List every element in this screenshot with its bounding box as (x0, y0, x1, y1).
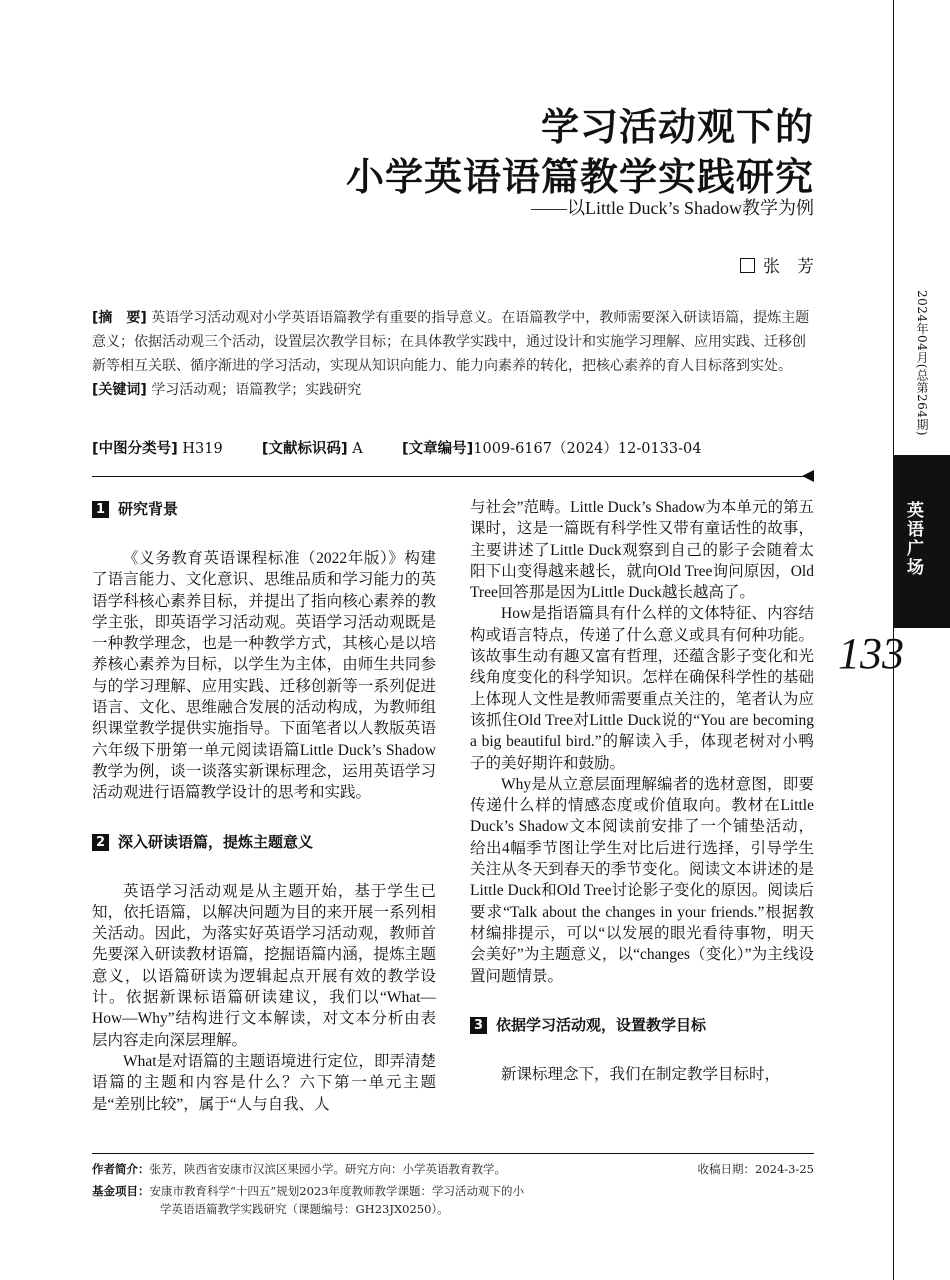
fund-label: 基金项目： (92, 1184, 150, 1198)
paragraph: 英语学习活动观是从主题开始，基于学生已知，依托语篇，以解决问题为目的来开展一系列相关活动。因此，为落实好英语学习活动观，教师首先要深入研读教材语篇，挖掘语篇内涵，提炼主题意义，以语篇研读为逻辑起点开展有效的教学设计。依据新课标语篇研读建议，我们以“What—How—Why”结构进行文本解读，对文本分析由表层内容走向深层理解。 (92, 882, 436, 1049)
author-name: 张 芳 (763, 257, 814, 277)
author-bio-text: 张芳，陕西省安康市汉滨区果园小学。研究方向：小学英语教育教学。 (149, 1162, 506, 1176)
author-box-icon (740, 258, 755, 273)
paragraph: 新课标理念下，我们在制定教学目标时， (501, 1065, 781, 1083)
classification-line (92, 437, 701, 458)
section-number-3: 3 (470, 1017, 487, 1034)
section-heading-1 (92, 497, 436, 521)
paragraph: How是指语篇具有什么样的文体特征、内容结构或语言特点，传递了什么意义或具有何种功能。该故事生动有趣又富有哲理，还蕴含影子变化和光线角度变化的科学知识。怎样在确保科学性的基础上体现人文性是教师需要重点关注的，笔者认为应该抓住Old Tree对Little Duck说的“You are becoming a big beautiful bird.”的解读入手，体现老树对小鸭子的美好期许和鼓励。 (470, 605, 814, 772)
fund-info (92, 1183, 524, 1199)
section-title-1: 研究背景 (118, 500, 179, 518)
received-date: 收稿日期：2024-3-25 (697, 1162, 814, 1176)
page-number: 133 (838, 629, 904, 678)
column-left (92, 497, 436, 1115)
author-bio-label: 作者简介： (92, 1162, 150, 1176)
header-rule (92, 476, 804, 477)
footer-rule (92, 1153, 814, 1154)
author-bio (92, 1161, 506, 1177)
paragraph: 《义务教育英语课程标准（2022年版）》构建了语言能力、文化意识、思维品质和学习能力的英语学科核心素养目标，并提出了指向核心素养的教学主张，即英语学习活动观。英语学习活动观既是一种教学理念，也是一种教学方式，其核心是以培养核心素养为目标，以学生为主体，由师生共同参与的学习理解、应用实践、迁移创新等一系列促进语言、文化、思维融合发展的活动构成，为教师组织课堂教学提供实施指导。下面笔者以人教版英语六年级下册第一单元阅读语篇Little Duck’s Shadow教学为例，谈一谈落实新课标理念，运用英语学习活动观进行语篇教学设计的思考和实践。 (92, 550, 436, 802)
section-number-2: 2 (92, 834, 109, 851)
keywords-label: [关键词] (92, 382, 147, 398)
abstract-text: 英语学习活动观对小学英语语篇教学有重要的指导意义。在语篇教学中，教师需要深入研读语篇，提炼主题意义；依据活动观三个活动，设置层次教学目标；在具体教学实践中，通过设计和实施学习理解、应用实践、迁移创新等相互关联、循序渐进的学习活动，实现从知识向能力、能力向素养的转化，把核心素养的育人目标落到实处。 (92, 310, 810, 374)
title-line-2: 小学英语语篇教学实践研究 (345, 154, 814, 199)
author (740, 252, 814, 277)
article-number-label: [文章编号] (402, 441, 474, 457)
fund-text-2: 学英语语篇教学实践研究（课题编号：GH23JX0250）。 (160, 1202, 449, 1216)
section-title-3: 依据学习活动观，设置教学目标 (496, 1015, 707, 1034)
abstract-label: [摘 要] (92, 310, 147, 326)
subtitle: ——以Little Duck’s Shadow教学为例 (531, 198, 814, 218)
column-tab (893, 455, 950, 628)
paragraph: 与社会”范畴。Little Duck’s Shadow为本单元的第五课时，这是一篇既有科学性又带有童话性的故事，主要讲述了Little Duck观察到自己的影子会随着太阳下山变得越来越长，就向Old Tree询问原因，Old Tree回答那是因为Little Duck越长越高了。 (470, 499, 814, 602)
paragraph: Why是从立意层面理解编者的选材意图，即要传递什么样的情感态度或价值取向。教材在Little Duck’s Shadow文本阅读前安排了一个铺垫活动，给出4幅季节图让学生对比后进行选择，引导学生关注从冬天到春天的季节变化。阅读文本讲述的是Little Duck和Old Tree讨论影子变化的原因。阅读后要求“Talk about the changes in your friends.”根据教材编排提示，可以“以发展的眼光看待事物，明天会美好”为主题意义，以“changes（变化）”为主线设置问题情景。 (470, 775, 814, 985)
abstract (92, 306, 812, 402)
column-right (470, 497, 814, 1085)
column-name: 英语广场 (903, 501, 923, 577)
keywords-text: 学习活动观；语篇教学；实践研究 (151, 382, 362, 398)
fund-text-1: 安康市教育科学“十四五”规划2023年度教师教学课题：学习活动观下的小 (149, 1184, 525, 1198)
title-line-1: 学习活动观下的 (540, 104, 814, 149)
section-number-1: 1 (92, 501, 109, 518)
article-number-value: 1009-6167（2024）12-0133-04 (473, 441, 702, 457)
section-heading-3 (470, 1013, 814, 1037)
section-heading-2 (92, 830, 436, 854)
doc-code-value: A (352, 441, 363, 457)
clc-value: H319 (182, 441, 223, 457)
section-title-2: 深入研读语篇，提炼主题意义 (118, 832, 314, 851)
paragraph: What是对语篇的主题语境进行定位，即弄清楚语篇的主题和内容是什么？六下第一单元主题是“差别比较”，属于“人与自我、人 (92, 1052, 436, 1113)
doc-code-label: [文献标识码] (261, 441, 348, 457)
issue-date: 2024年04月(总第264期) (915, 290, 929, 437)
rule-arrow-icon (802, 470, 814, 482)
clc-label: [中图分类号] (92, 441, 178, 457)
